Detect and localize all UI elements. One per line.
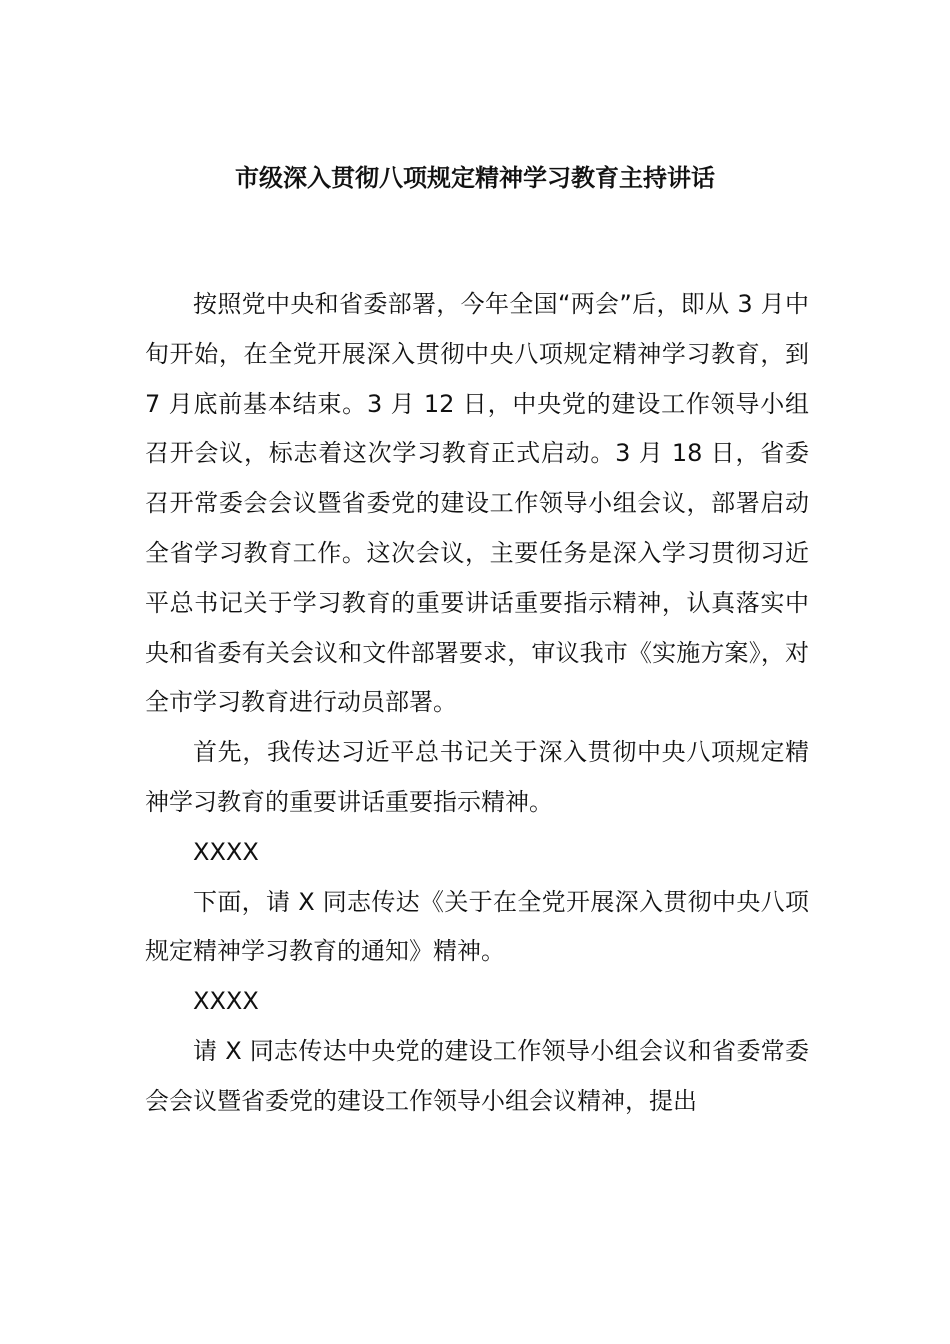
- document-body: [145, 280, 809, 1127]
- document-title: 市级深入贯彻八项规定精神学习教育主持讲话: [235, 164, 715, 192]
- paragraph-placeholder: XXXX: [193, 837, 259, 866]
- paragraph-placeholder: XXXX: [193, 987, 259, 1016]
- paragraph-first-item: 首先，我传达习近平总书记关于深入贯彻中央八项规定精神学习教育的重要讲话重要指示精神。: [145, 738, 809, 816]
- paragraph-intro: 按照党中央和省委部署，今年全国“两会”后，即从 3 月中旬开始，在全党开展深入贯彻中央八项规定精神学习教育，到 7 月底前基本结束。3 月 12 日，中央党的建设工作领导小组召开会议，标志着这次学习教育正式启动。3 月 18 日，省委召开常委会会议暨省委党的建设工作领导小组会议，部署启动全省学习教育工作。这次会议，主要任务是深入学习贯彻习近平总书记关于学习教育的重要讲话重要指示精神，认真落实中央和省委有关会议和文件部署要求，审议我市《实施方案》，对全市学习教育进行动员部署。: [145, 290, 809, 717]
- paragraph-second-item: 下面，请 X 同志传达《关于在全党开展深入贯彻中央八项规定精神学习教育的通知》精神。: [145, 887, 809, 966]
- paragraph-third-item: 请 X 同志传达中央党的建设工作领导小组会议和省委常委会会议暨省委党的建设工作领导小组会议精神，提出: [145, 1036, 809, 1115]
